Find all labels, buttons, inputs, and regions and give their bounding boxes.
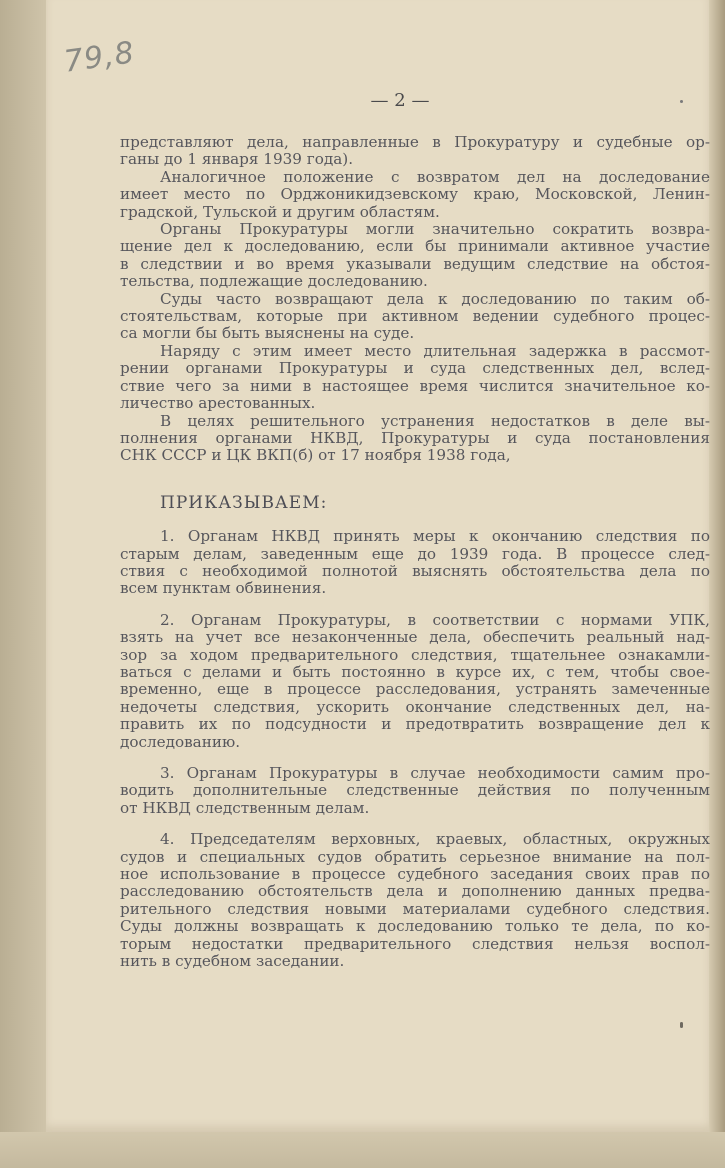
- text-line: всем пунктам обвинения.: [120, 580, 327, 598]
- text-line: имеет место по Орджоникидзевскому краю, Московской, Ленин-: [120, 186, 710, 204]
- text-line: водить дополнительные следственные действия по полученным: [120, 782, 710, 800]
- order-item-4: [120, 831, 710, 970]
- text-line: личество арестованных.: [120, 395, 316, 413]
- text-line: ваться с делами и быть постоянно в курсе их, с тем, чтобы свое-: [120, 663, 710, 681]
- text-line: торым недостатки предварительного следствия нельзя воспол-: [120, 935, 710, 953]
- text-line: Наряду с этим имеет место длительная задержка в рассмот-: [160, 342, 710, 360]
- text-line: старым делам, заведенным еще до 1939 года. В процессе след-: [120, 545, 710, 563]
- text-line: представляют дела, направленные в Прокуратуру и судебные ор-: [120, 134, 710, 151]
- text-line: в следствии и во время указывали ведущим следствие на обстоя-: [120, 255, 710, 273]
- text-line: править их по подсудности и предотвратить возвращение дел к: [120, 716, 710, 734]
- text-line: градской, Тульской и другим областям.: [120, 203, 440, 221]
- text-line: В целях решительного устранения недостатков в деле вы-: [160, 412, 710, 430]
- order-item-2: [120, 612, 710, 751]
- paragraph: [120, 291, 710, 343]
- bottom-margin: [0, 1132, 725, 1168]
- text-line: ствия с необходимой полнотой выяснять обстоятельства дела по: [120, 562, 710, 580]
- text-line: зор за ходом предварительного следствия, тщательнее ознакамли-: [120, 646, 710, 664]
- text-line: рительного следствия новыми материалами судебного следствия.: [120, 900, 710, 918]
- text-line: ганы до 1 января 1939 года).: [120, 151, 354, 169]
- text-line: судов и специальных судов обратить серьезное внимание на пол-: [120, 848, 710, 866]
- paragraph: [120, 343, 710, 413]
- page-edge: [709, 0, 725, 1168]
- document-body: [120, 134, 710, 984]
- text-line: временно, еще в процессе расследования, устранять замеченные: [120, 681, 710, 699]
- text-line: 1. Органам НКВД принять меры к окончанию следствия по: [160, 528, 710, 546]
- text-line: тельства, подлежащие доследованию.: [120, 273, 428, 291]
- text-line: Суды часто возвращают дела к доследованию по таким об-: [160, 290, 710, 308]
- text-line: нить в судебном заседании.: [120, 953, 345, 971]
- text-line: ствие чего за ними в настоящее время числится значительное ко-: [120, 377, 710, 395]
- ink-dot: [680, 100, 683, 103]
- text-line: 2. Органам Прокуратуры, в соответствии с нормами УПК,: [160, 611, 710, 629]
- paragraph: [120, 169, 710, 221]
- paragraph: [120, 413, 710, 465]
- text-line: взять на учет все незаконченные дела, обеспечить реальный над-: [120, 629, 710, 647]
- text-line: Суды должны возвращать к доследованию только те дела, по ко-: [120, 918, 710, 936]
- text-line: 3. Органам Прокуратуры в случае необходимости самим про-: [160, 765, 710, 782]
- text-line: доследованию.: [120, 733, 241, 751]
- paragraph: [120, 134, 710, 169]
- text-line: Аналогичное положение с возвратом дел на доследование: [160, 168, 710, 186]
- text-line: расследованию обстоятельств дела и дополнению данных предва-: [120, 883, 710, 901]
- text-line: полнения органами НКВД, Прокуратуры и суда постановления: [120, 429, 710, 447]
- ink-speck: [680, 1022, 683, 1028]
- text-line: стоятельствам, которые при активном ведении судебного процес-: [120, 308, 710, 326]
- order-heading: ПРИКАЗЫВАЕМ:: [160, 492, 328, 513]
- text-line: са могли бы быть выяснены на суде.: [120, 325, 415, 343]
- text-line: ное использование в процессе судебного заседания своих прав по: [120, 866, 710, 884]
- text-line: Органы Прокуратуры могли значительно сократить возвра-: [160, 221, 710, 239]
- text-line: недочеты следствия, ускорить окончание следственных дел, на-: [120, 698, 710, 716]
- order-item-3: [120, 765, 710, 817]
- text-line: 4. Председателям верховных, краевых, областных, окружных: [160, 831, 710, 849]
- text-line: СНК СССР и ЦК ВКП(б) от 17 ноября 1938 года,: [120, 447, 511, 465]
- text-line: щение дел к доследованию, если бы принимали активное участие: [120, 238, 710, 256]
- handwritten-page-number: 79,8: [61, 35, 137, 80]
- text-line: рении органами Прокуратуры и суда следственных дел, вслед-: [120, 360, 710, 378]
- page-number: — 2 —: [370, 90, 430, 111]
- text-line: от НКВД следственным делам.: [120, 799, 370, 817]
- order-item-1: [120, 528, 710, 598]
- binding-strip: [0, 0, 46, 1168]
- paragraph: [120, 221, 710, 291]
